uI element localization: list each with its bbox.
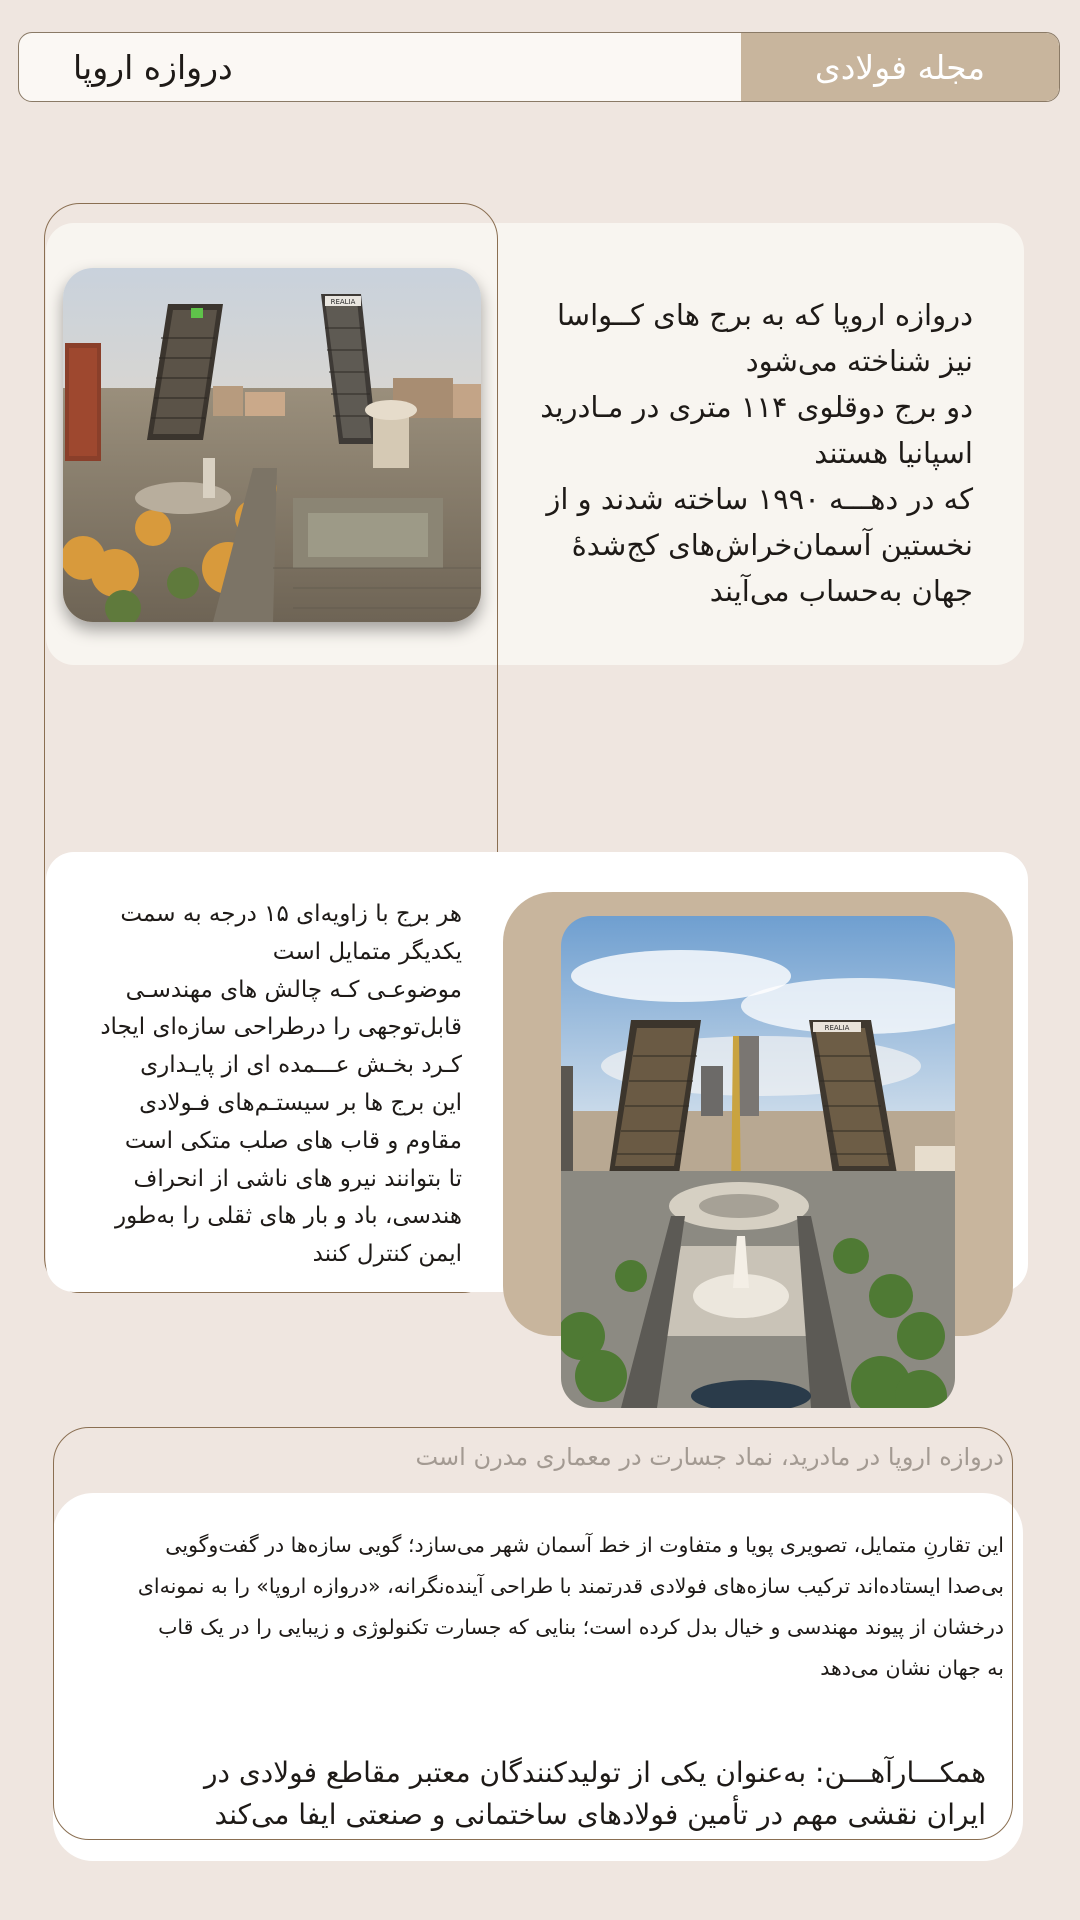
engineering-line: ایمن کنترل کنند [312,1241,462,1268]
engineering-line: قابل‌توجهی را درطراحی سازه‌ای ایجاد [100,1014,462,1041]
intro-line: دروازه اروپا که به برج های کــواسا [556,298,973,332]
company-note [60,1752,986,1836]
summary-line: این تقارنِ متمایل، تصویری پویا و متفاوت از خط آسمان شهر می‌سازد؛ گویی سازه‌ها در گفت‌وگویی [165,1533,1004,1557]
engineering-line: موضوعـی کـه چالش های مهندسـی [125,976,462,1003]
gate-of-europe-photo-1 [63,268,481,622]
company-note-line: ایران نقشی مهم در تأمین فولادهای ساختمانی و صنعتی ایفا می‌کند [214,1798,986,1831]
tower-sign-realia-2: REALIA [824,1024,850,1032]
summary-line: درخشان از پیوند مهندسی و خیال بدل کرده است؛ بنایی که جسارت تکنولوژی و زیبایی را در یک قاب [158,1615,1004,1639]
engineering-paragraph [68,896,462,1274]
intro-line: جهان به‌حساب می‌آیند [709,574,973,608]
engineering-line: یکدیگر متمایل است [272,938,462,965]
company-note-line: همکـــارآهـــن: به‌عنوان یکی از تولیدکنندگان معتبر مقاطع فولادی در [203,1756,986,1789]
summary-paragraph [56,1525,1004,1689]
header-bar [18,32,1060,102]
tower-sign-realia: REALIA [330,298,356,306]
engineering-line: هر برج با زاویه‌ای ۱۵ درجه به سمت [120,901,462,927]
engineering-line: کـرد بخـش عـــمده ای از پایـداری [140,1052,462,1079]
page-title: دروازه اروپا [73,47,233,87]
summary-heading: دروازه اروپا در مادرید، نماد جسارت در معماری مدرن است [415,1443,1004,1471]
summary-line: بی‌صدا ایستاده‌اند ترکیب سازه‌های فولادی قدرتمند با طراحی آینده‌نگرانه، «دروازه اروپا» را به نمونه‌ای [137,1574,1004,1598]
brand-badge [741,33,1059,101]
intro-line: اسپانیا هستند [814,436,973,470]
gate-of-europe-photo-2 [561,916,955,1408]
summary-line: به جهان نشان می‌دهد [820,1656,1004,1680]
engineering-line: این برج ها بر سیستـم‌های فـولادی [139,1089,462,1116]
intro-line: نخستین آسمان‌خراش‌های کج‌شدهٔ [571,528,973,562]
intro-paragraph [505,292,973,614]
engineering-line: هندسی، باد و بار های ثقلی را به‌طور [115,1203,462,1230]
intro-line: دو برج دوقلوی ۱۱۴ متری در مـادرید [540,390,973,424]
brand-label: مجله فولادی [814,47,986,87]
engineering-line: تا بتوانند نیرو های ناشی از انحراف [133,1165,462,1192]
engineering-line: مقاوم و قاب های صلب متکی است [124,1127,462,1154]
intro-line: نیز شناخته می‌شود [745,344,973,378]
intro-line: که در دهـــه ۱۹۹۰ ساخته شدند و از [546,482,973,516]
